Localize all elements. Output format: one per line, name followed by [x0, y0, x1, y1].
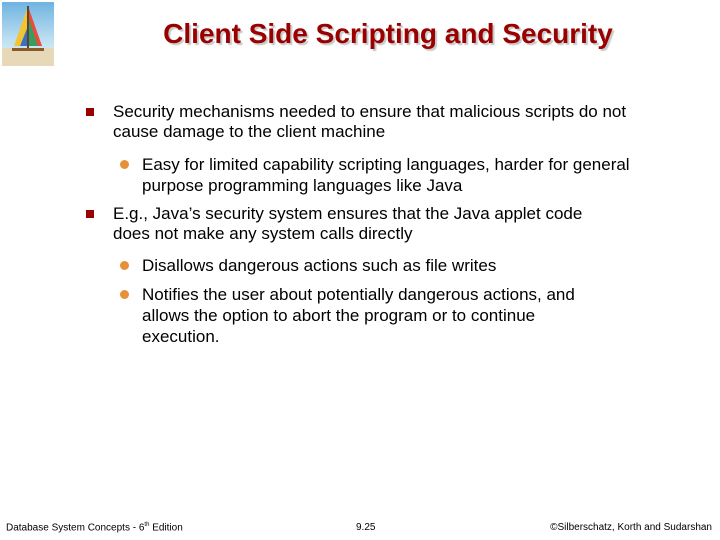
- slide-title: Client Side Scripting and Security: [163, 18, 613, 49]
- footer-edition-superscript: th: [144, 522, 150, 528]
- bullet-text: E.g., Java’s security system ensures that the Java applet code does not make any system calls directly: [113, 204, 583, 243]
- footer-page-number: 9.25: [356, 522, 376, 533]
- sub-bullet-item: [120, 154, 642, 196]
- circle-bullet-icon: [120, 290, 129, 299]
- bullet-text: Security mechanisms needed to ensure that malicious scripts do not cause damage to the client machine: [113, 102, 627, 141]
- bullet-item: [86, 102, 633, 142]
- circle-bullet-icon: [120, 261, 129, 270]
- sub-bullet-text: Notifies the user about potentially dangerous actions, and allows the option to abort the program or to continue execution.: [142, 285, 575, 346]
- sub-bullet-item: [120, 284, 612, 347]
- sub-bullet-text: Disallows dangerous actions such as file writes: [142, 256, 497, 275]
- square-bullet-icon: [86, 210, 94, 218]
- footer-book-title-text: Database System Concepts - 6: [6, 522, 145, 534]
- footer-book-title: [6, 522, 183, 533]
- bullet-item: [86, 204, 593, 244]
- square-bullet-icon: [86, 108, 94, 116]
- sub-bullet-text: Easy for limited capability scripting languages, harder for general purpose programming languages like Java: [142, 155, 630, 195]
- circle-bullet-icon: [120, 160, 129, 169]
- footer-copyright: ©Silberschatz, Korth and Sudarshan: [550, 522, 712, 533]
- footer-edition-text: Edition: [149, 522, 183, 534]
- sub-bullet-item: [120, 255, 642, 276]
